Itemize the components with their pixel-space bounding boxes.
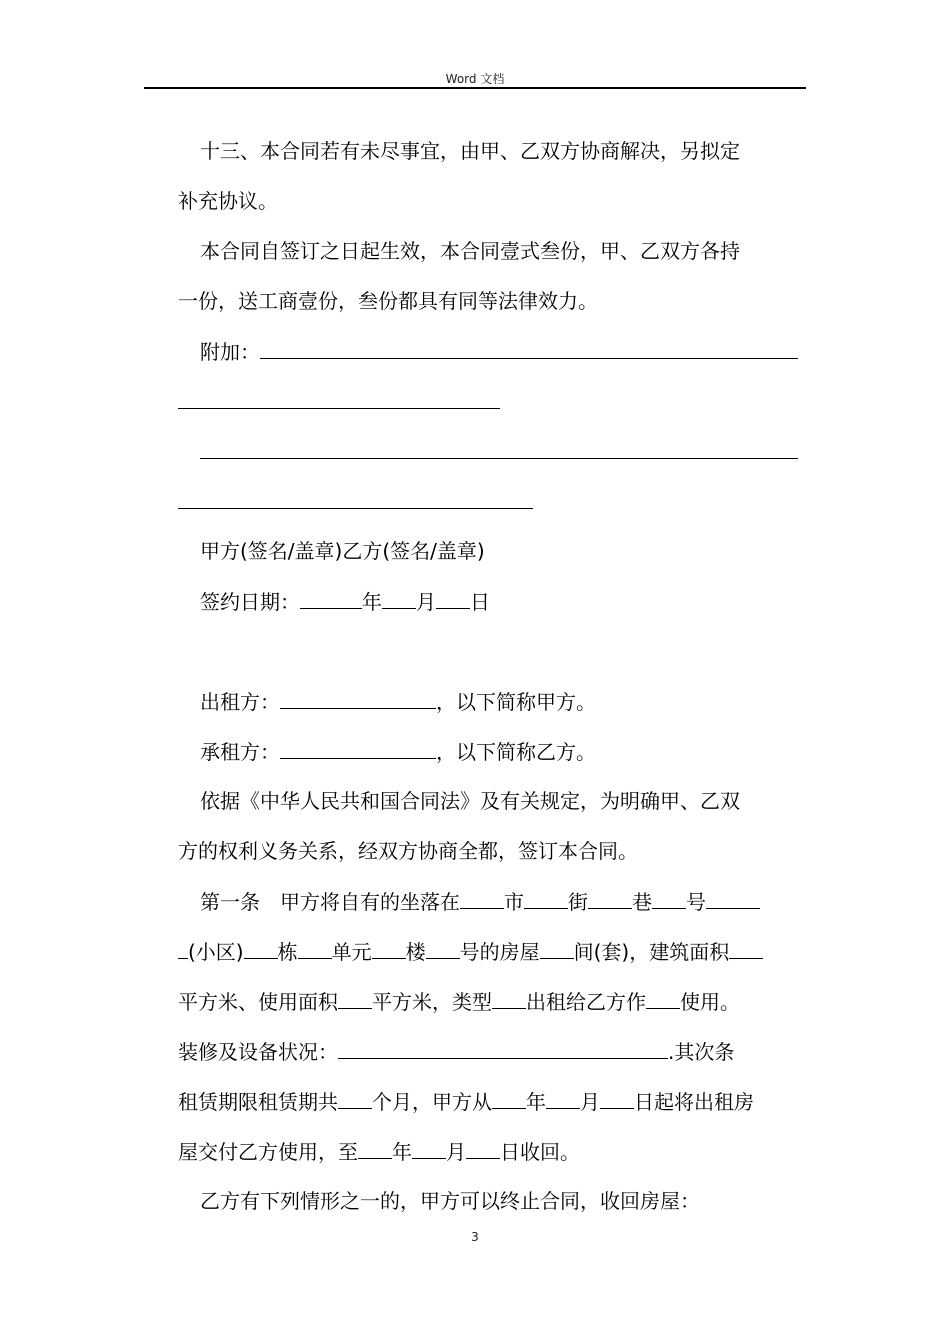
blank-underline: [338, 1076, 372, 1109]
blank-underline: [178, 476, 533, 509]
page-number: 3: [471, 1230, 479, 1244]
header-title: Word 文档: [445, 72, 505, 86]
text-segment: 平方米，类型: [372, 990, 492, 1014]
blank-underline: [524, 876, 568, 909]
lessee-line: [178, 726, 808, 776]
month-label: 月: [416, 590, 436, 614]
text-segment: 租赁期限租赁期共: [178, 1090, 338, 1114]
blank-space: [178, 626, 808, 676]
blank-underline: [546, 1076, 580, 1109]
paragraph-line: 乙方有下列情形之一的，甲方可以终止合同，收回房屋：: [200, 1189, 700, 1213]
document-body: [178, 126, 808, 1226]
blank-underline: [540, 926, 574, 959]
blank-underline: [436, 576, 470, 609]
text-segment: (小区): [188, 940, 244, 964]
paragraph-line: 一份，送工商壹份，叁份都具有同等法律效力。: [178, 289, 598, 313]
appendix-line: [178, 326, 808, 376]
blank-underline: [338, 976, 372, 1009]
blank-underline: [588, 876, 632, 909]
blank-underline: [706, 876, 760, 909]
lease-term-line: [178, 1076, 808, 1126]
text-segment: 栋: [277, 940, 298, 964]
text-segment: 单元: [331, 940, 372, 964]
paragraph-line: 方的权利义务关系，经双方协商全都，签订本合同。: [178, 839, 638, 863]
text-segment: 使用。: [680, 990, 740, 1014]
text-segment: 年: [392, 1140, 412, 1164]
lessor-label: 出租方：: [200, 690, 280, 714]
lessee-label: 承租方：: [200, 740, 280, 764]
blank-underline: [426, 926, 460, 959]
day-label: 日: [470, 590, 490, 614]
blank-underline: [178, 926, 188, 959]
appendix-line: [178, 476, 808, 526]
blank-underline: [200, 426, 798, 459]
blank-underline: [600, 1076, 634, 1109]
blank-underline: [646, 976, 680, 1009]
text-segment: 日起将出租房: [634, 1090, 754, 1114]
blank-underline: [358, 1126, 392, 1159]
blank-underline: [412, 1126, 446, 1159]
text-segment: 号: [686, 890, 706, 914]
text-segment: 出租给乙方作: [526, 990, 646, 1014]
lessor-line: [178, 676, 808, 726]
blank-underline: [372, 926, 406, 959]
article-one-line: [178, 976, 808, 1026]
article-one-line: [178, 926, 808, 976]
text-segment: 日收回。: [500, 1140, 580, 1164]
signature-line: 甲方(签名/盖章)乙方(签名/盖章): [200, 539, 485, 563]
sign-date-label: 签约日期：: [200, 590, 300, 614]
text-segment: 市: [504, 890, 524, 914]
blank-underline: [300, 576, 362, 609]
sign-date-line: [178, 576, 808, 626]
blank-underline: [280, 726, 436, 759]
blank-underline: [492, 1076, 526, 1109]
text-segment: 号的房屋: [459, 940, 540, 964]
blank-underline: [244, 926, 278, 959]
year-label: 年: [362, 590, 382, 614]
text-segment: .其次条: [668, 1040, 735, 1064]
text-segment: 月: [580, 1090, 600, 1114]
appendix-line: [178, 376, 808, 426]
blank-underline: [338, 1026, 668, 1059]
text-segment: 屋交付乙方使用，至: [178, 1140, 358, 1164]
equipment-line: [178, 1026, 808, 1076]
lessee-suffix: ，以下简称乙方。: [436, 740, 596, 764]
text-segment: 街: [568, 890, 588, 914]
blank-underline: [466, 1126, 500, 1159]
blank-underline: [298, 926, 332, 959]
text-segment: 月: [446, 1140, 466, 1164]
blank-underline: [280, 676, 436, 709]
lessor-suffix: ，以下简称甲方。: [436, 690, 596, 714]
text-segment: 间(套)，建筑面积: [573, 940, 730, 964]
blank-underline: [178, 376, 500, 409]
blank-underline: [729, 926, 763, 959]
appendix-line: [178, 426, 808, 476]
header-rule: [144, 87, 806, 89]
article-one-line: [178, 876, 808, 926]
blank-underline: [260, 326, 798, 359]
appendix-label: 附加：: [200, 340, 260, 364]
paragraph-line: 十三、本合同若有未尽事宜，由甲、乙双方协商解决，另拟定: [200, 139, 740, 163]
paragraph-line: 本合同自签订之日起生效，本合同壹式叁份，甲、乙双方各持: [200, 239, 740, 263]
lease-term-line: [178, 1126, 808, 1176]
paragraph-line: 依据《中华人民共和国合同法》及有关规定，为明确甲、乙双: [200, 789, 740, 813]
text-segment: 装修及设备状况：: [178, 1040, 338, 1064]
blank-underline: [460, 876, 504, 909]
text-segment: 第一条 甲方将自有的坐落在: [200, 890, 460, 914]
paragraph-line: 补充协议。: [178, 189, 278, 213]
text-segment: 个月，甲方从: [372, 1090, 492, 1114]
blank-underline: [382, 576, 416, 609]
text-segment: 年: [526, 1090, 546, 1114]
blank-underline: [652, 876, 686, 909]
blank-underline: [492, 976, 526, 1009]
text-segment: 巷: [632, 890, 652, 914]
text-segment: 平方米、使用面积: [178, 990, 338, 1014]
text-segment: 楼: [405, 940, 426, 964]
